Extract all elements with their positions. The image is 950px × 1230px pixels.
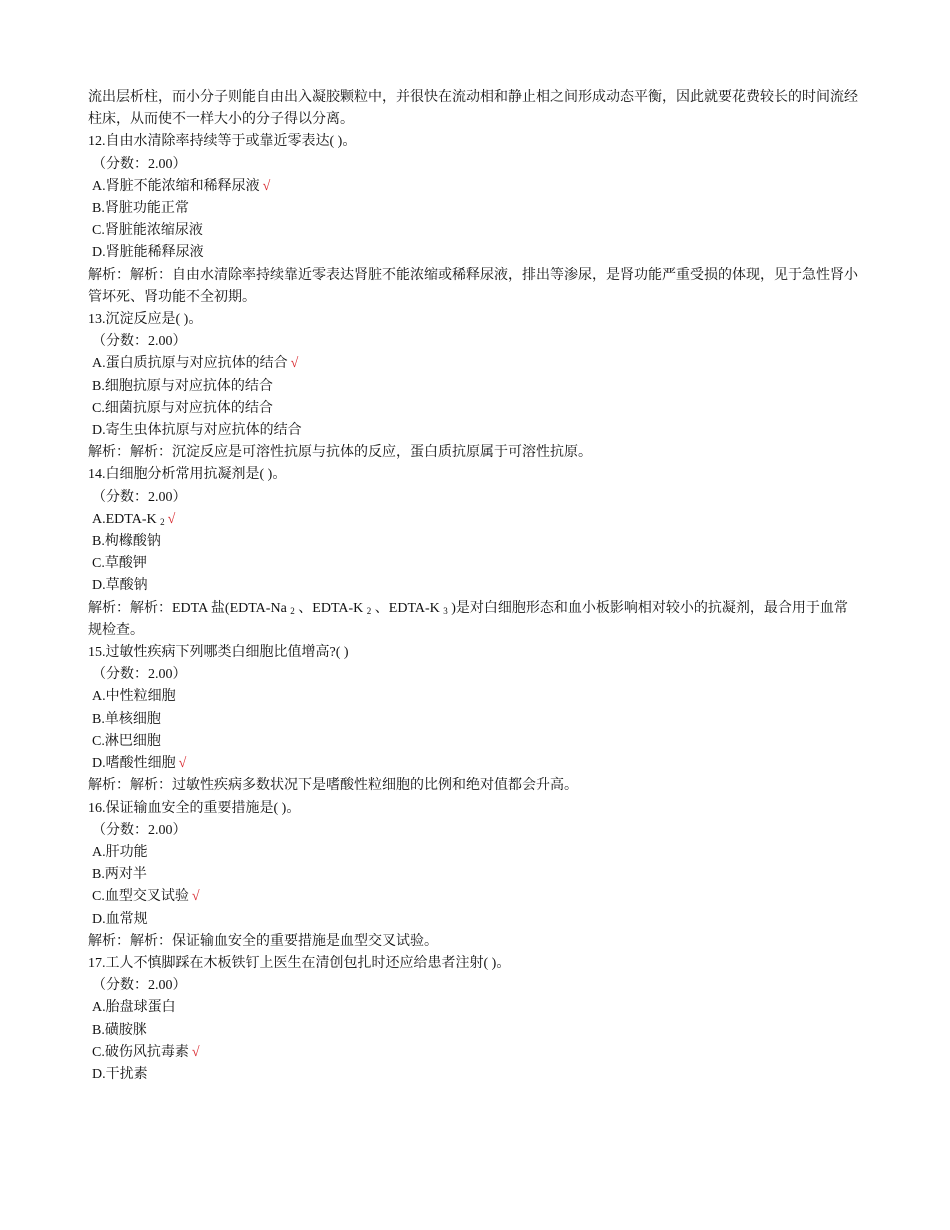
option-c — [88, 1042, 860, 1064]
option-b: B.细胞抗原与对应抗体的结合 — [92, 378, 273, 394]
option-text: A.EDTA-K — [92, 511, 157, 527]
option-b: B.两对半 — [92, 867, 147, 883]
question-15 — [88, 642, 860, 797]
option-a — [88, 176, 860, 198]
question-stem: 14.白细胞分析常用抗凝剂是( )。 — [88, 467, 287, 483]
option-text: A.蛋白质抗原与对应抗体的结合 — [92, 356, 288, 372]
correct-check-icon: √ — [191, 889, 200, 905]
option-b: B.磺胺脒 — [92, 1022, 147, 1038]
option-text: C.血型交叉试验 — [92, 889, 189, 905]
subscript: 2 — [160, 516, 165, 527]
subscript: 2 — [366, 605, 372, 616]
option-d: D.干扰素 — [92, 1066, 148, 1082]
option-a: A.中性粒细胞 — [92, 689, 176, 705]
correct-check-icon: √ — [167, 511, 176, 527]
document-content — [88, 87, 860, 1086]
option-c — [88, 886, 860, 908]
intro-paragraph: 流出层析柱，而小分子则能自由出入凝胶颗粒中，并很快在流动相和静止相之间形成动态平衡，因此就要花费较长的时间流经柱床，从而使不一样大小的分子得以分离。 — [88, 90, 858, 128]
option-a: A.肝功能 — [92, 844, 148, 860]
option-d: D.草酸钠 — [92, 578, 148, 594]
question-analysis: 解析：解析：过敏性疾病多数状况下是嗜酸性粒细胞的比例和绝对值都会升高。 — [88, 778, 578, 794]
question-analysis: 解析：解析：自由水清除率持续靠近零表达肾脏不能浓缩或稀释尿液，排出等渗尿，是肾功能严重受损的体现，见于急性肾小管坏死、肾功能不全初期。 — [88, 267, 858, 305]
subscript: 2 — [290, 605, 295, 616]
question-stem: 15.过敏性疾病下列哪类白细胞比值增高?( ) — [88, 645, 349, 661]
question-score: （分数：2.00） — [92, 489, 187, 505]
question-stem: 12.自由水清除率持续等于或靠近零表达( )。 — [88, 134, 357, 150]
question-analysis: 解析：解析：沉淀反应是可溶性抗原与抗体的反应，蛋白质抗原属于可溶性抗原。 — [88, 445, 592, 461]
question-analysis: 解析：解析：保证输血安全的重要措施是血型交叉试验。 — [88, 933, 438, 949]
option-d: D.寄生虫体抗原与对应抗体的结合 — [92, 423, 302, 439]
option-b: B.单核细胞 — [92, 711, 161, 727]
question-score: （分数：2.00） — [92, 156, 187, 172]
option-a — [88, 509, 860, 531]
question-score: （分数：2.00） — [92, 822, 187, 838]
question-17 — [88, 953, 860, 1086]
question-stem: 17.工人不慎脚踩在木板铁钉上医生在清创包扎时还应给患者注射( )。 — [88, 955, 511, 971]
correct-check-icon: √ — [191, 1044, 200, 1060]
option-d: D.肾脏能稀释尿液 — [92, 245, 204, 261]
option-a — [88, 353, 860, 375]
option-c: C.淋巴细胞 — [92, 733, 161, 749]
option-d — [88, 753, 860, 775]
option-c: C.草酸钾 — [92, 556, 147, 572]
option-a: A.胎盘球蛋白 — [92, 1000, 176, 1016]
option-b: B.枸橼酸钠 — [92, 534, 161, 550]
question-analysis — [88, 598, 860, 642]
question-stem: 13.沉淀反应是( )。 — [88, 312, 203, 328]
analysis-text: 解析：解析：EDTA 盐(EDTA-Na — [88, 600, 287, 616]
question-score: （分数：2.00） — [92, 334, 187, 350]
option-c: C.细菌抗原与对应抗体的结合 — [92, 400, 273, 416]
option-b: B.肾脏功能正常 — [92, 201, 189, 217]
option-text: D.嗜酸性细胞 — [92, 756, 176, 772]
option-c: C.肾脏能浓缩尿液 — [92, 223, 203, 239]
correct-check-icon: √ — [290, 356, 299, 372]
analysis-text: 、EDTA-K — [294, 600, 364, 616]
option-d: D.血常规 — [92, 911, 148, 927]
question-score: （分数：2.00） — [92, 667, 187, 683]
subscript: 3 — [443, 605, 448, 616]
question-13 — [88, 309, 860, 464]
option-text: C.破伤风抗毒素 — [92, 1044, 189, 1060]
analysis-text: )是对白细胞形态和血小板影响相对较小的抗凝剂，最合用于血常规检查。 — [88, 600, 848, 638]
question-16 — [88, 798, 860, 953]
question-14 — [88, 464, 860, 642]
analysis-text: 、EDTA-K — [371, 600, 440, 616]
correct-check-icon: √ — [262, 178, 271, 194]
option-text: A.肾脏不能浓缩和稀释尿液 — [92, 178, 260, 194]
question-12 — [88, 131, 860, 309]
correct-check-icon: √ — [178, 756, 187, 772]
question-score: （分数：2.00） — [92, 978, 187, 994]
question-stem: 16.保证输血安全的重要措施是( )。 — [88, 800, 301, 816]
